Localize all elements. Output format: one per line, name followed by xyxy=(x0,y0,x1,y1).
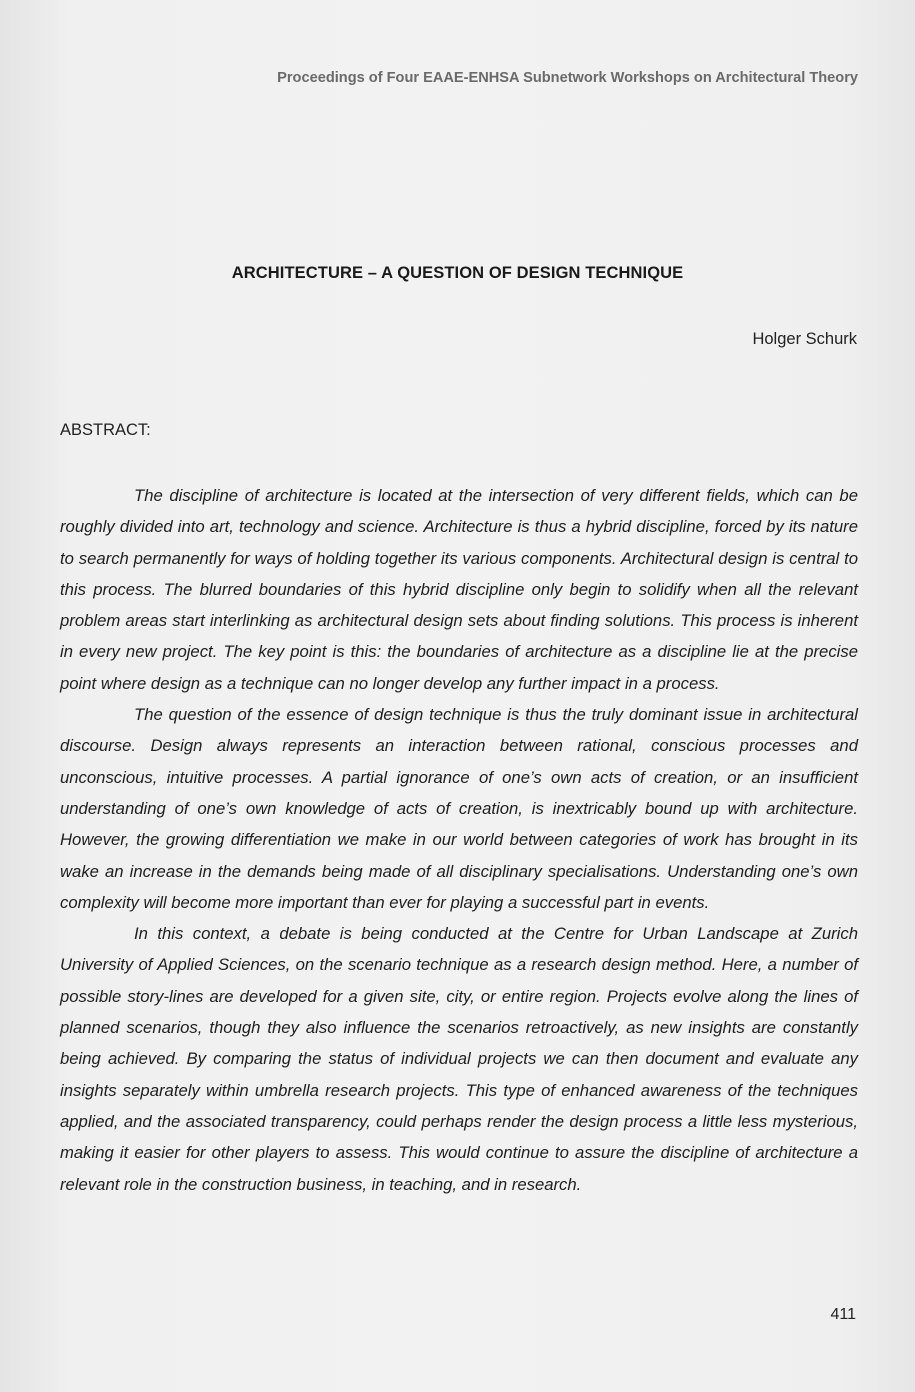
abstract-paragraph-1: The discipline of architecture is located at the intersection of very different fields, which can be roughly divided into art, technology and science. Architecture is thus a hybrid discipline, forced by its nature to search permanently for ways of holding together its various components. Architectural design is central to this process. The blurred boundaries of this hybrid discipline only begin to solidify when all the relevant problem areas start interlinking as architectural design sets about finding solutions. This process is inherent in every new project. The key point is this: the boundaries of architecture as a discipline lie at the precise point where design as a technique can no longer develop any further impact in a process. xyxy=(60,486,858,693)
abstract-body xyxy=(60,480,858,1200)
page-number: 411 xyxy=(830,1306,856,1323)
abstract-paragraph-3: In this context, a debate is being conducted at the Centre for Urban Landscape at Zurich University of Applied Sciences, on the scenario technique as a research design method. Here, a number of possible story-lines are developed for a given site, city, or entire region. Projects evolve along the lines of planned scenarios, though they also influence the scenarios retroactively, as new insights are constantly being achieved. By comparing the status of individual projects we can then document and evaluate any insights separately within umbrella research projects. This type of enhanced awareness of the techniques applied, and the associated transparency, could perhaps render the design process a little less mysterious, making it easier for other players to assess. This would continue to assure the discipline of architecture a relevant role in the construction business, in teaching, and in research. xyxy=(60,924,858,1194)
abstract-heading: ABSTRACT: xyxy=(60,421,151,439)
abstract-paragraph-2: The question of the essence of design technique is thus the truly dominant issue in architectural discourse. Design always represents an interaction between rational, conscious processes and unconscious, intuitive processes. A partial ignorance of one’s own acts of creation, or an insufficient understanding of one’s own knowledge of acts of creation, is inextricably bound up with architecture. However, the growing differentiation we make in our world between categories of work has brought in its wake an increase in the demands being made of all disciplinary specialisations. Understanding one’s own complexity will become more important than ever for playing a successful part in events. xyxy=(60,705,858,912)
paper-title: ARCHITECTURE – A QUESTION OF DESIGN TECHNIQUE xyxy=(231,264,684,282)
author-name: Holger Schurk xyxy=(752,330,857,348)
running-head: Proceedings of Four EAAE-ENHSA Subnetwork Workshops on Architectural Theory xyxy=(277,70,858,86)
